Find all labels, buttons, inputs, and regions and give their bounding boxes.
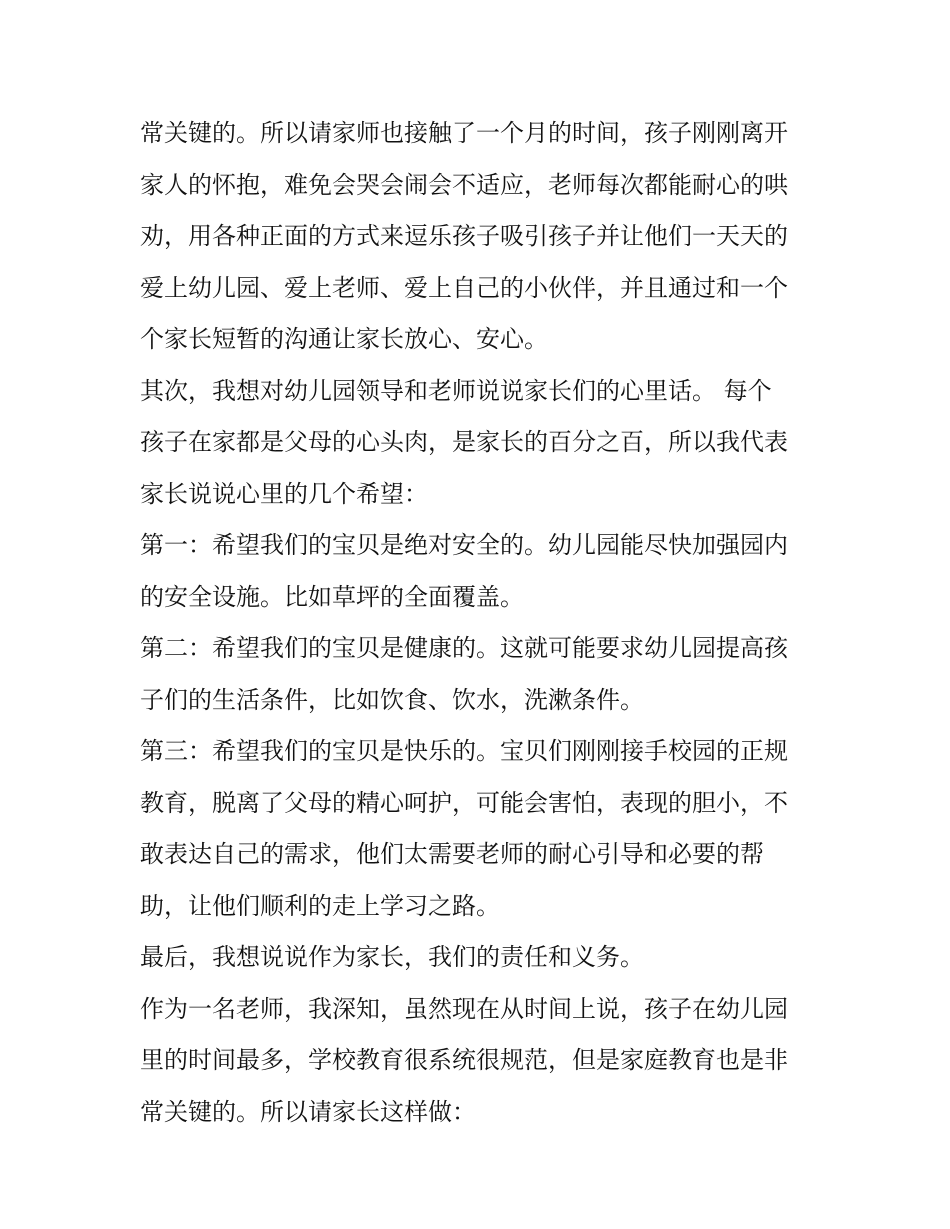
text-line: 家长说说心里的几个希望： xyxy=(140,479,428,508)
text-line: 爱上幼儿园、爱上老师、爱上自己的小伙伴，并且通过和一个 xyxy=(140,273,788,302)
text-line: 第三：希望我们的宝贝是快乐的。宝贝们刚刚接手校园的正规 xyxy=(140,737,788,765)
text-line: 第一：希望我们的宝贝是绝对安全的。幼儿园能尽快加强园内 xyxy=(140,531,788,559)
document-body xyxy=(140,108,830,1138)
text-line: 个家长短暂的沟通让家长放心、安心。 xyxy=(140,325,548,353)
text-line: 第二：希望我们的宝贝是健康的。这就可能要求幼儿园提高孩 xyxy=(140,634,788,662)
text-line: 教育，脱离了父母的精心呵护，可能会害怕，表现的胆小，不 xyxy=(140,788,788,817)
text-line: 常关键的。所以请家师也接触了一个月的时间，孩子刚刚离开 xyxy=(140,119,788,147)
text-line: 孩子在家都是父母的心头肉，是家长的百分之百，所以我代表 xyxy=(140,428,788,456)
text-line: 家人的怀抱，难免会哭会闹会不适应，老师每次都能耐心的哄 xyxy=(140,170,788,199)
text-line: 助，让他们顺利的走上学习之路。 xyxy=(140,891,500,920)
text-line: 其次，我想对幼儿园领导和老师说说家长们的心里话。 每个 xyxy=(140,376,772,405)
text-line: 子们的生活条件，比如饮食、饮水，洗漱条件。 xyxy=(140,685,644,714)
text-line: 常关键的。所以请家长这样做： xyxy=(140,1097,476,1126)
text-line: 里的时间最多，学校教育很系统很规范，但是家庭教育也是非 xyxy=(140,1046,788,1074)
text-line: 作为一名老师，我深知，虽然现在从时间上说，孩子在幼儿园 xyxy=(140,994,788,1023)
text-line: 敢表达自己的需求，他们太需要老师的耐心引导和必要的帮 xyxy=(140,840,764,868)
text-line: 的安全设施。比如草坪的全面覆盖。 xyxy=(140,582,524,611)
text-line: 最后，我想说说作为家长，我们的责任和义务。 xyxy=(140,943,644,971)
text-line: 劝，用各种正面的方式来逗乐孩子吸引孩子并让他们一天天的 xyxy=(140,222,788,250)
